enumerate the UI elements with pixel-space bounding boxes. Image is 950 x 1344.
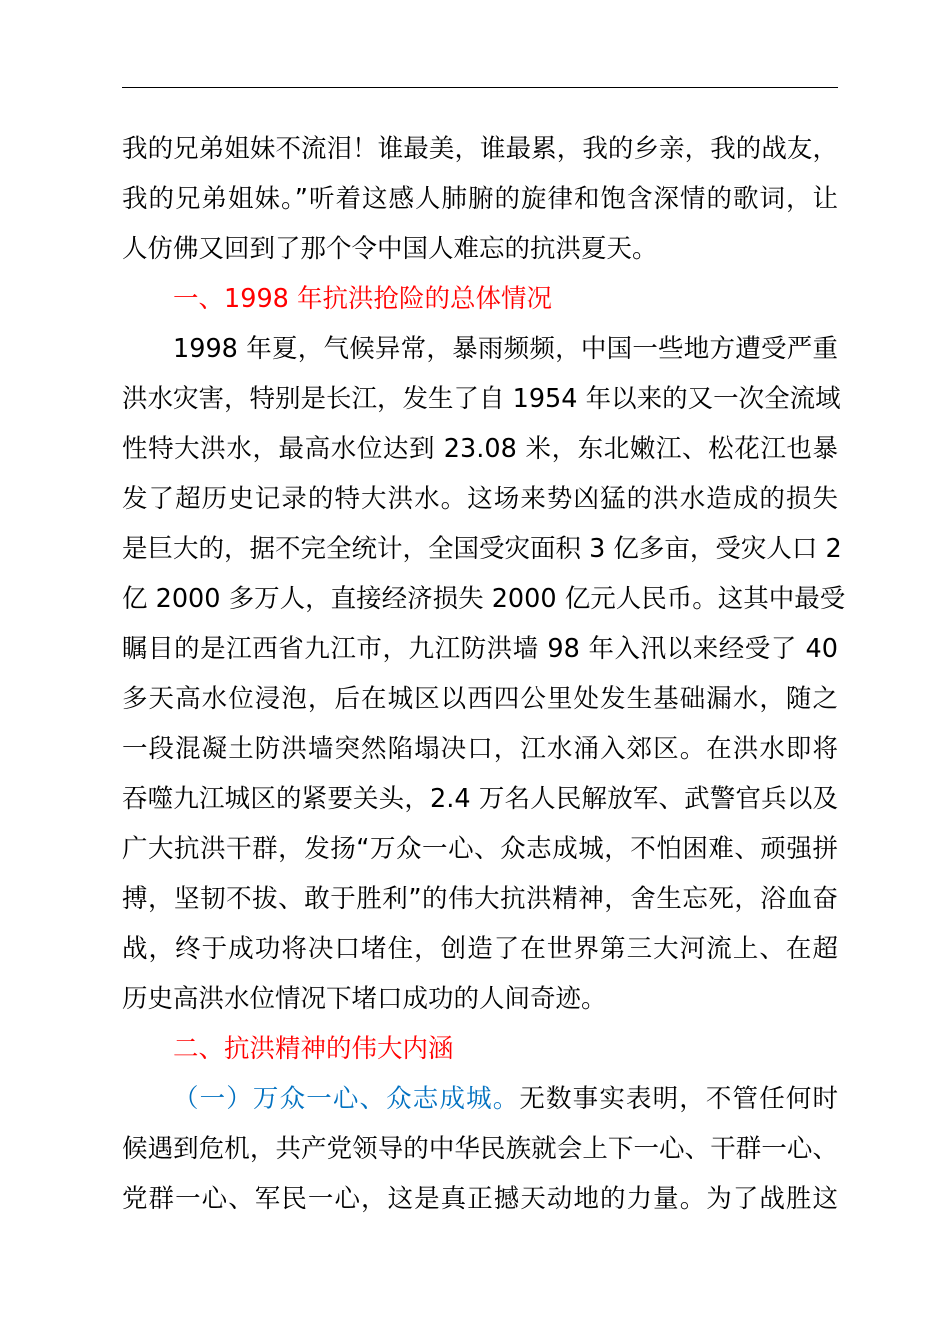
intro-line: 我的兄弟姐妹。”听着这感人肺腑的旋律和饱含深情的歌词，让 xyxy=(122,184,838,214)
section1-heading: 一、1998 年抗洪抢险的总体情况 xyxy=(173,284,553,314)
paragraph-line: 1998 年夏，气候异常，暴雨频频，中国一些地方遭受严重 xyxy=(173,334,838,364)
subsection-heading: （一）万众一心、众志成城。 xyxy=(173,1084,520,1114)
paragraph-line xyxy=(122,1074,838,1124)
section2-heading: 二、抗洪精神的伟大内涵 xyxy=(173,1034,454,1064)
paragraph-line: 性特大洪水，最高水位达到 23.08 米，东北嫩江、松花江也暴 xyxy=(122,434,838,464)
paragraph-line: 战，终于成功将决口堵住，创造了在世界第三大河流上、在超 xyxy=(122,934,838,964)
paragraph-line: 党群一心、军民一心，这是真正撼天动地的力量。为了战胜这 xyxy=(122,1184,838,1214)
paragraph-line: 多天高水位浸泡，后在城区以西四公里处发生基础漏水，随之 xyxy=(122,684,838,714)
paragraph-line: 吞噬九江城区的紧要关头，2.4 万名人民解放军、武警官兵以及 xyxy=(122,784,838,814)
paragraph-line: 亿 2000 多万人，直接经济损失 2000 亿元人民币。这其中最受 xyxy=(122,584,846,614)
document-body xyxy=(122,124,846,1224)
paragraph-line: 洪水灾害，特别是长江，发生了自 1954 年以来的又一次全流域 xyxy=(122,384,841,414)
paragraph-line: 历史高洪水位情况下堵口成功的人间奇迹。 xyxy=(122,984,607,1014)
paragraph-line: 候遇到危机，共产党领导的中华民族就会上下一心、干群一心、 xyxy=(122,1134,838,1164)
paragraph-line: 是巨大的，据不完全统计，全国受灾面积 3 亿多亩，受灾人口 2 xyxy=(122,534,842,564)
paragraph-line: 搏，坚韧不拔、敢于胜利”的伟大抗洪精神，舍生忘死，浴血奋 xyxy=(122,884,838,914)
paragraph-line: 一段混凝土防洪墙突然陷塌决口，江水涌入郊区。在洪水即将 xyxy=(122,734,838,764)
paragraph-line: 发了超历史记录的特大洪水。这场来势凶猛的洪水造成的损失 xyxy=(122,484,838,514)
header-rule xyxy=(122,87,838,88)
paragraph-text: 无数事实表明，不管任何时 xyxy=(519,1084,838,1114)
paragraph-line: 瞩目的是江西省九江市，九江防洪墙 98 年入汛以来经受了 40 xyxy=(122,634,838,664)
intro-line: 我的兄弟姐妹不流泪！谁最美，谁最累，我的乡亲，我的战友， xyxy=(122,134,838,164)
intro-line: 人仿佛又回到了那个令中国人难忘的抗洪夏天。 xyxy=(122,234,658,264)
paragraph-line: 广大抗洪干群，发扬“万众一心、众志成城，不怕困难、顽强拼 xyxy=(122,834,838,864)
